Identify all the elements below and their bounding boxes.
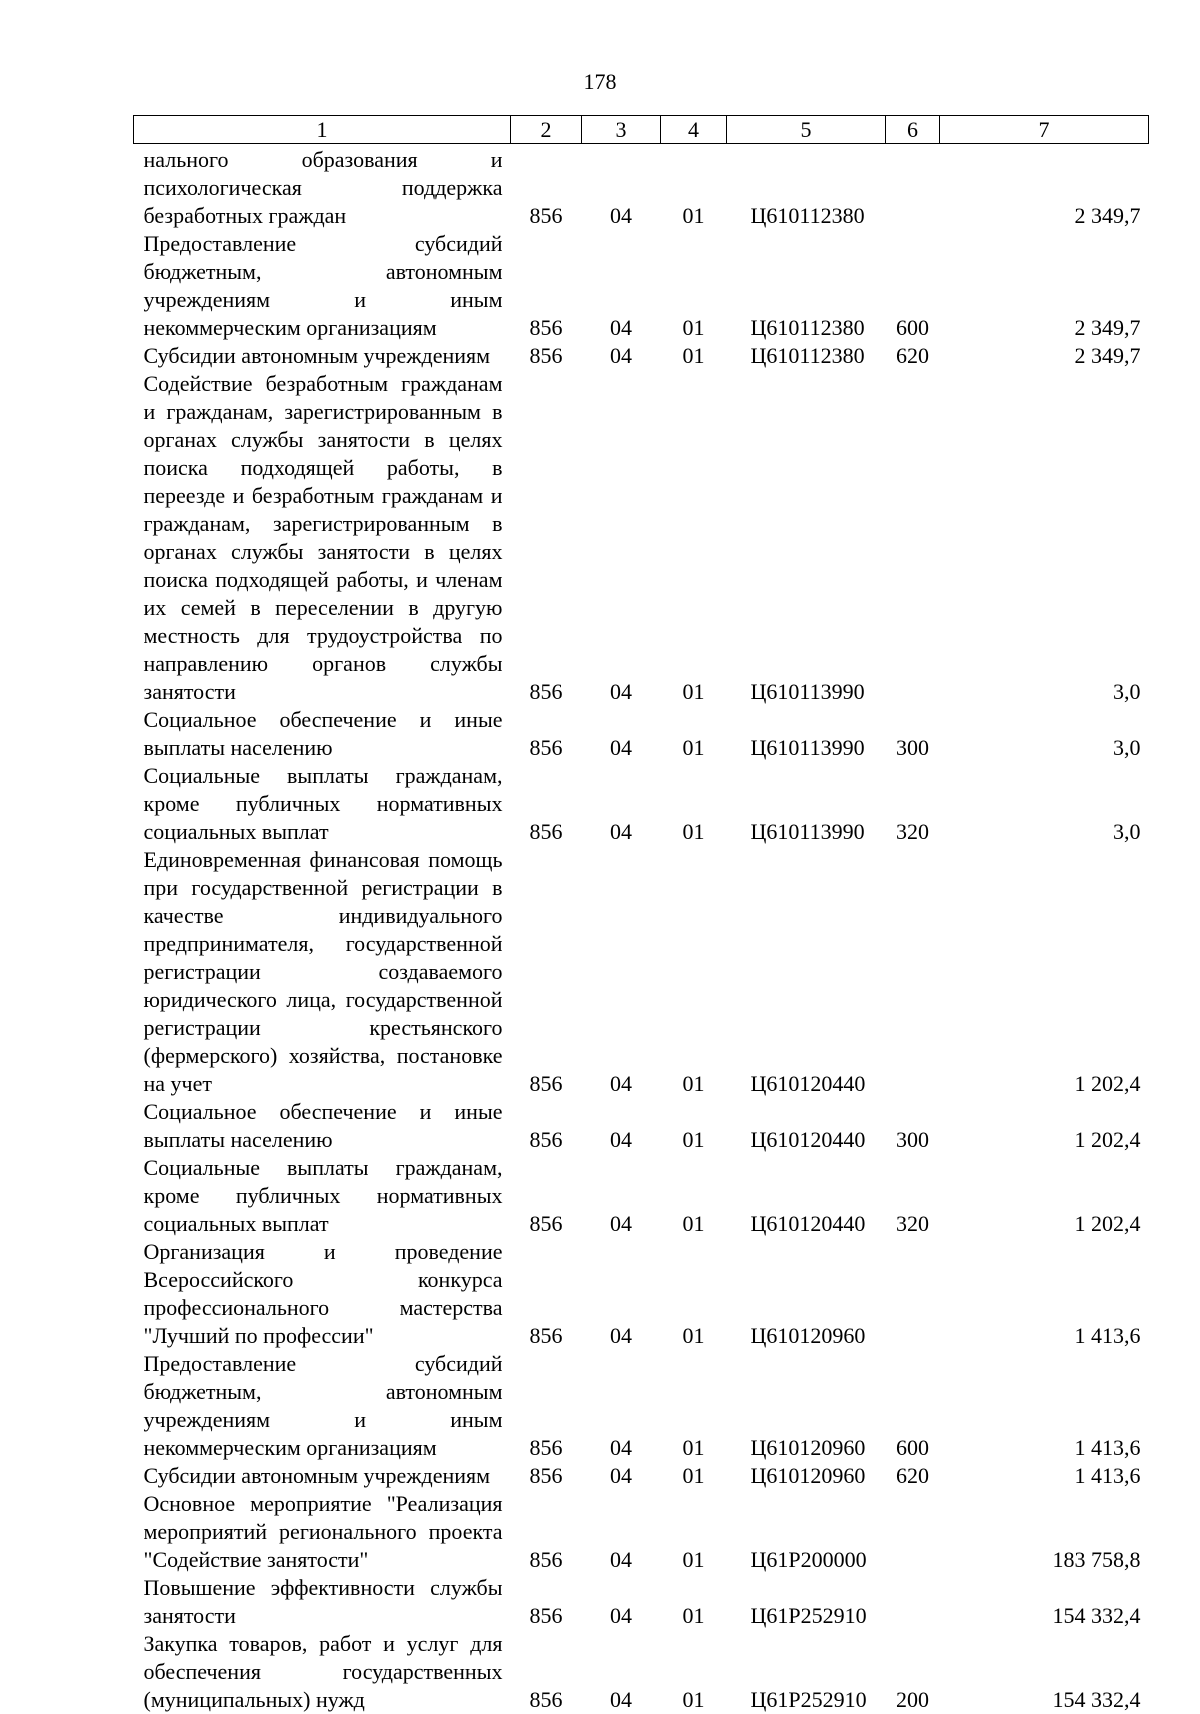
column-header-1: 1	[134, 116, 511, 144]
page-number: 178	[0, 68, 1200, 96]
row-code-2: 856	[511, 1490, 582, 1574]
row-code-6: 600	[886, 1350, 940, 1462]
column-header-3: 3	[582, 116, 661, 144]
row-code-5: Ц610120960	[727, 1350, 886, 1462]
row-amount: 2 349,7	[940, 342, 1149, 370]
row-code-3: 04	[582, 846, 661, 1098]
row-code-3: 04	[582, 1238, 661, 1350]
row-code-6	[886, 846, 940, 1098]
row-name: Основное мероприятие "Реализация мероприятий регионального проекта "Содействие занятости"	[134, 1490, 511, 1574]
row-code-2: 856	[511, 230, 582, 342]
row-name: Социальные выплаты гражданам, кроме публичных нормативных социальных выплат	[134, 1154, 511, 1238]
table-row	[134, 230, 1149, 342]
row-name: Повышение эффективности службы занятости	[134, 1574, 511, 1630]
table-header-row	[134, 116, 1149, 144]
row-code-5: Ц610113990	[727, 762, 886, 846]
row-name: Организация и проведение Всероссийского конкурса профессионального мастерства "Лучший по профессии"	[134, 1238, 511, 1350]
table-row	[134, 706, 1149, 762]
row-code-5: Ц610120960	[727, 1238, 886, 1350]
row-code-4: 01	[661, 1154, 727, 1238]
row-code-4: 01	[661, 1630, 727, 1714]
table-row	[134, 1238, 1149, 1350]
column-header-2: 2	[511, 116, 582, 144]
row-code-4: 01	[661, 1350, 727, 1462]
row-amount: 3,0	[940, 762, 1149, 846]
row-name: Социальное обеспечение и иные выплаты населению	[134, 706, 511, 762]
row-code-5: Ц610113990	[727, 706, 886, 762]
row-code-5: Ц61Р200000	[727, 1490, 886, 1574]
row-code-3: 04	[582, 762, 661, 846]
row-code-5: Ц610112380	[727, 230, 886, 342]
column-header-7: 7	[940, 116, 1149, 144]
row-name: Предоставление субсидий бюджетным, автономным учреждениям и иным некоммерческим организациям	[134, 1350, 511, 1462]
table-row	[134, 762, 1149, 846]
row-code-4: 01	[661, 1574, 727, 1630]
row-amount: 183 758,8	[940, 1490, 1149, 1574]
row-amount: 154 332,4	[940, 1574, 1149, 1630]
row-amount: 2 349,7	[940, 230, 1149, 342]
row-code-3: 04	[582, 1462, 661, 1490]
row-amount: 1 202,4	[940, 1154, 1149, 1238]
row-code-4: 01	[661, 762, 727, 846]
row-code-3: 04	[582, 370, 661, 706]
table-row	[134, 342, 1149, 370]
column-header-5: 5	[727, 116, 886, 144]
row-code-6	[886, 370, 940, 706]
row-code-2: 856	[511, 144, 582, 231]
row-code-3: 04	[582, 706, 661, 762]
table-row	[134, 1490, 1149, 1574]
row-code-4: 01	[661, 370, 727, 706]
row-code-4: 01	[661, 1462, 727, 1490]
row-name: Субсидии автономным учреждениям	[134, 342, 511, 370]
row-amount: 1 413,6	[940, 1462, 1149, 1490]
row-code-6	[886, 144, 940, 231]
row-code-2: 856	[511, 1238, 582, 1350]
column-header-4: 4	[661, 116, 727, 144]
row-amount: 2 349,7	[940, 144, 1149, 231]
row-code-6: 600	[886, 230, 940, 342]
row-code-5: Ц61Р252910	[727, 1574, 886, 1630]
column-header-6: 6	[886, 116, 940, 144]
row-code-6: 300	[886, 1098, 940, 1154]
row-amount: 1 202,4	[940, 1098, 1149, 1154]
row-code-3: 04	[582, 1630, 661, 1714]
row-code-5: Ц610120440	[727, 1154, 886, 1238]
row-amount: 3,0	[940, 370, 1149, 706]
row-code-2: 856	[511, 1098, 582, 1154]
table-row	[134, 1574, 1149, 1630]
row-code-3: 04	[582, 144, 661, 231]
row-code-5: Ц610120960	[727, 1462, 886, 1490]
row-code-5: Ц610120440	[727, 846, 886, 1098]
row-code-3: 04	[582, 1490, 661, 1574]
row-code-3: 04	[582, 230, 661, 342]
row-code-4: 01	[661, 1238, 727, 1350]
row-code-6: 320	[886, 1154, 940, 1238]
row-code-2: 856	[511, 342, 582, 370]
row-name: Субсидии автономным учреждениям	[134, 1462, 511, 1490]
row-code-2: 856	[511, 762, 582, 846]
row-code-5: Ц61Р252910	[727, 1630, 886, 1714]
row-name: Единовременная финансовая помощь при государственной регистрации в качестве индивидуального предпринимателя, государственной регистрации создаваемого юридического лица, государственной регистрации крестьянского (фермерского) хозяйства, постановке на учет	[134, 846, 511, 1098]
row-code-2: 856	[511, 846, 582, 1098]
row-code-4: 01	[661, 342, 727, 370]
table-row	[134, 370, 1149, 706]
table-row	[134, 1630, 1149, 1714]
row-code-3: 04	[582, 1574, 661, 1630]
row-code-5: Ц610112380	[727, 342, 886, 370]
table-row	[134, 144, 1149, 231]
row-code-6	[886, 1574, 940, 1630]
table-row	[134, 1098, 1149, 1154]
row-code-2: 856	[511, 1574, 582, 1630]
row-code-4: 01	[661, 846, 727, 1098]
row-code-4: 01	[661, 1098, 727, 1154]
row-code-6: 300	[886, 706, 940, 762]
row-code-4: 01	[661, 706, 727, 762]
row-name: нального образования и психологическая поддержка безработных граждан	[134, 144, 511, 231]
table-row	[134, 1154, 1149, 1238]
row-code-2: 856	[511, 1154, 582, 1238]
row-code-2: 856	[511, 1462, 582, 1490]
row-code-2: 856	[511, 1630, 582, 1714]
row-code-6: 320	[886, 762, 940, 846]
row-name: Закупка товаров, работ и услуг для обеспечения государственных (муниципальных) нужд	[134, 1630, 511, 1714]
row-code-3: 04	[582, 1154, 661, 1238]
table-body	[134, 144, 1149, 1714]
row-amount: 1 413,6	[940, 1350, 1149, 1462]
table-row	[134, 846, 1149, 1098]
row-code-3: 04	[582, 1350, 661, 1462]
row-code-5: Ц610113990	[727, 370, 886, 706]
row-code-6	[886, 1238, 940, 1350]
row-code-6: 620	[886, 1462, 940, 1490]
row-code-4: 01	[661, 230, 727, 342]
row-name: Содействие безработным гражданам и гражданам, зарегистрированным в органах службы занятости в целях поиска подходящей работы, в переезде и безработным гражданам и гражданам, зарегистрированным в органах службы занятости в целях поиска подходящей работы, и членам их семей в переселении в другую местность для трудоустройства по направлению органов службы занятости	[134, 370, 511, 706]
row-name: Социальные выплаты гражданам, кроме публичных нормативных социальных выплат	[134, 762, 511, 846]
row-amount: 3,0	[940, 706, 1149, 762]
table-row	[134, 1462, 1149, 1490]
row-name: Социальное обеспечение и иные выплаты населению	[134, 1098, 511, 1154]
budget-table	[133, 115, 1149, 1714]
row-code-4: 01	[661, 1490, 727, 1574]
row-code-6: 200	[886, 1630, 940, 1714]
row-code-5: Ц610120440	[727, 1098, 886, 1154]
table-row	[134, 1350, 1149, 1462]
row-code-2: 856	[511, 706, 582, 762]
row-amount: 154 332,4	[940, 1630, 1149, 1714]
row-code-2: 856	[511, 370, 582, 706]
row-name: Предоставление субсидий бюджетным, автономным учреждениям и иным некоммерческим организациям	[134, 230, 511, 342]
row-code-2: 856	[511, 1350, 582, 1462]
row-code-6: 620	[886, 342, 940, 370]
row-code-4: 01	[661, 144, 727, 231]
row-code-6	[886, 1490, 940, 1574]
row-code-5: Ц610112380	[727, 144, 886, 231]
row-amount: 1 202,4	[940, 846, 1149, 1098]
row-code-3: 04	[582, 342, 661, 370]
row-code-3: 04	[582, 1098, 661, 1154]
row-amount: 1 413,6	[940, 1238, 1149, 1350]
